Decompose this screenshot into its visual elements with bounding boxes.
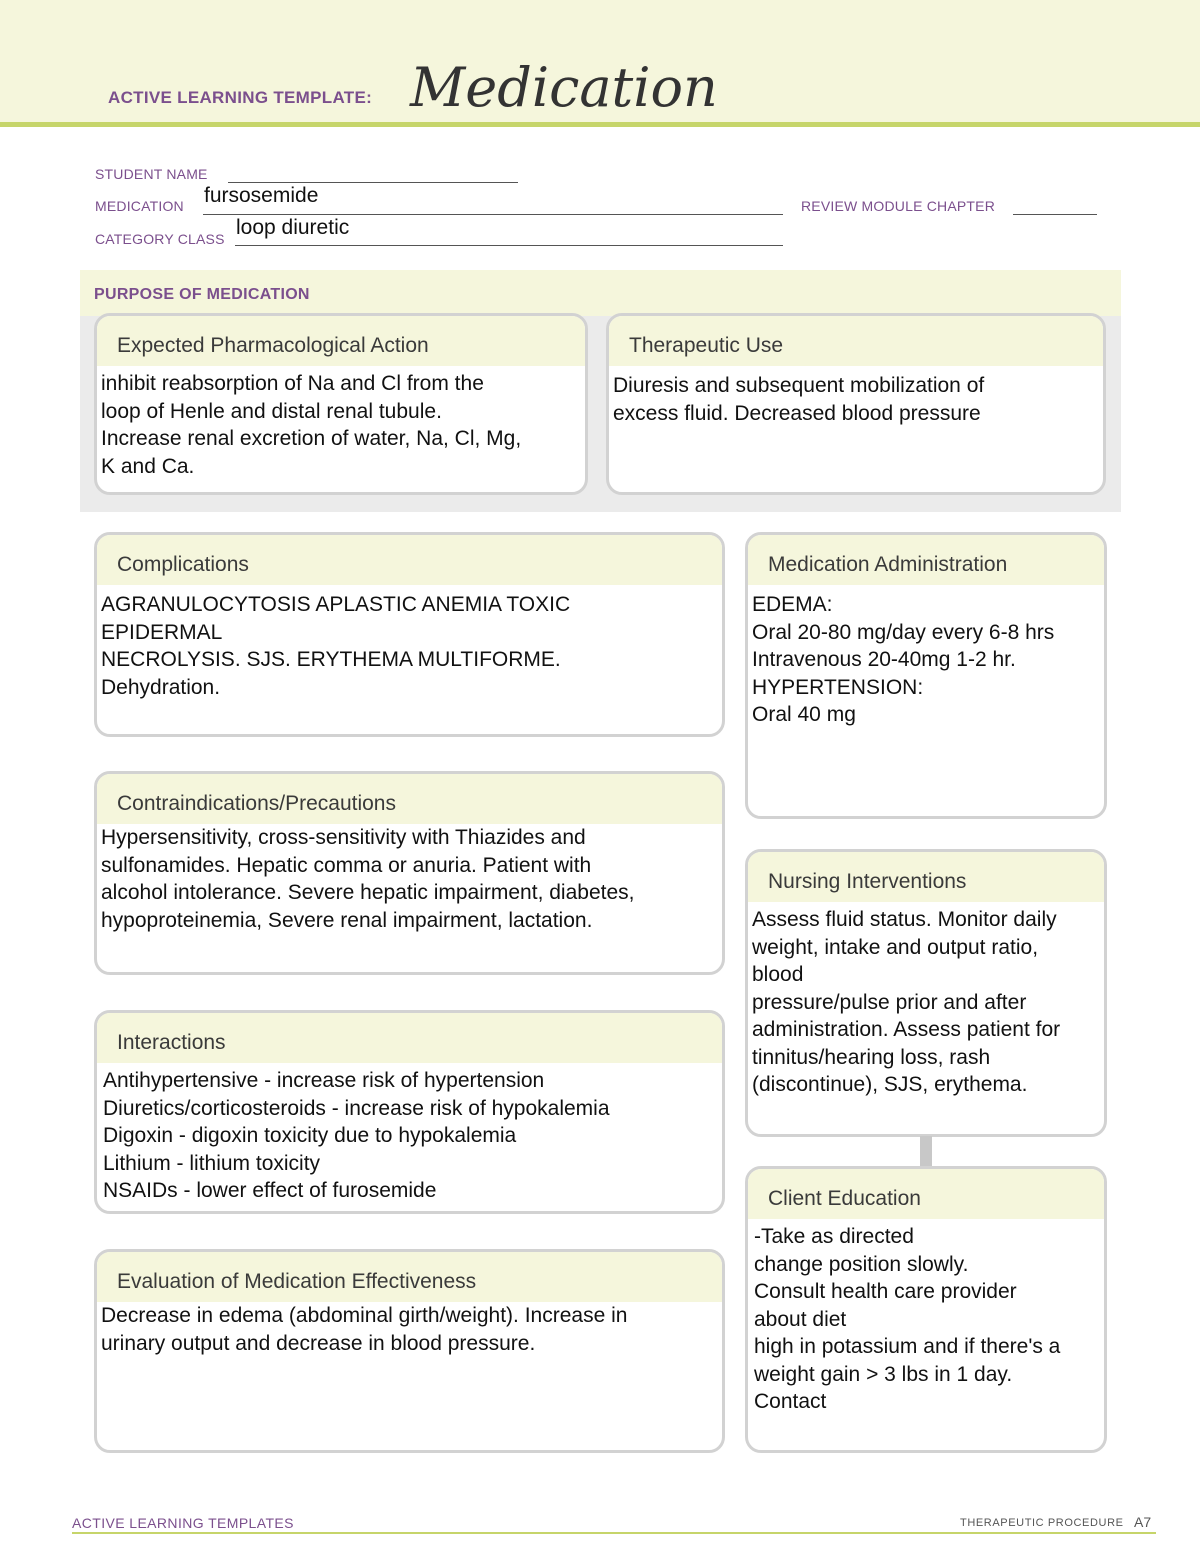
text-line: high in potassium and if there's a — [754, 1335, 1061, 1358]
text-line: Lithium - lithium toxicity — [103, 1151, 321, 1175]
text-line: hypoproteinemia, Severe renal impairment, lactation. — [101, 908, 593, 932]
text-line: EPIDERMAL — [101, 620, 223, 644]
complications-text[interactable] — [97, 585, 722, 701]
student-name-label: STUDENT NAME — [95, 166, 208, 182]
contraindications-title: Contraindications/Precautions — [97, 774, 722, 824]
header-divider — [0, 122, 1200, 127]
review-module-field[interactable] — [1013, 214, 1097, 215]
text-line: Diuretics/corticosteroids - increase risk of hypokalemia — [103, 1096, 610, 1120]
text-line: excess fluid. Decreased blood pressure — [613, 401, 981, 425]
text-line: Increase renal excretion of water, Na, Cl, Mg, — [101, 427, 522, 450]
nursing-interventions-box — [745, 849, 1107, 1137]
medication-value: fursosemide — [204, 184, 319, 207]
page-number: A7 — [1134, 1514, 1152, 1530]
category-class-field[interactable] — [235, 245, 783, 246]
evaluation-box — [94, 1249, 725, 1453]
text-line: Diuresis and subsequent mobilization of — [613, 374, 985, 397]
expected-action-box — [94, 313, 588, 495]
text-line: Contact — [754, 1390, 827, 1413]
text-line: K and Ca. — [101, 454, 195, 478]
text-line: NSAIDs - lower effect of furosemide — [103, 1179, 437, 1202]
evaluation-title: Evaluation of Medication Effectiveness — [97, 1252, 722, 1302]
purpose-label: PURPOSE OF MEDICATION — [94, 286, 310, 303]
text-line: inhibit reabsorption of Na and Cl from the — [101, 372, 484, 395]
text-line: administration. Assess patient for — [752, 1018, 1061, 1041]
footer-divider — [72, 1532, 1156, 1534]
text-line: NECROLYSIS. SJS. ERYTHEMA MULTIFORME. — [101, 648, 561, 671]
text-line: Intravenous 20-40mg 1-2 hr. — [752, 648, 1016, 671]
template-label: ACTIVE LEARNING TEMPLATE: — [108, 88, 373, 107]
text-line: about diet — [754, 1307, 847, 1331]
page-title: Medication — [410, 56, 718, 119]
text-line: Oral 20-80 mg/day every 6-8 hrs — [752, 620, 1055, 644]
text-line: Assess fluid status. Monitor daily — [752, 908, 1057, 931]
box-connector — [920, 1136, 932, 1166]
text-line: tinnitus/hearing loss, rash — [752, 1045, 991, 1069]
text-line: Hypersensitivity, cross-sensitivity with Thiazides and — [101, 826, 586, 849]
text-line: urinary output and decrease in blood pressure. — [101, 1331, 536, 1355]
interactions-box — [94, 1010, 725, 1214]
text-line: Antihypertensive - increase risk of hypertension — [103, 1069, 545, 1092]
complications-box — [94, 532, 725, 737]
text-line: (discontinue), SJS, erythema. — [752, 1073, 1028, 1096]
medication-administration-text[interactable] — [748, 585, 1104, 729]
text-line: HYPERTENSION: — [752, 675, 924, 699]
client-education-title: Client Education — [748, 1169, 1104, 1219]
text-line: alcohol intolerance. Severe hepatic impairment, diabetes, — [101, 881, 635, 904]
interactions-text[interactable] — [97, 1063, 722, 1205]
therapeutic-use-box — [606, 313, 1106, 495]
text-line: blood — [752, 963, 804, 986]
text-line: sulfonamides. Hepatic comma or anuria. Patient with — [101, 853, 592, 877]
student-name-field[interactable] — [228, 182, 518, 183]
client-education-text[interactable] — [748, 1219, 1104, 1416]
footer-section: THERAPEUTIC PROCEDURE — [960, 1517, 1124, 1529]
text-line: Consult health care provider — [754, 1280, 1017, 1303]
text-line: AGRANULOCYTOSIS APLASTIC ANEMIA TOXIC — [101, 593, 571, 616]
review-module-label: REVIEW MODULE CHAPTER — [801, 198, 995, 214]
text-line: weight, intake and output ratio, — [752, 935, 1039, 959]
footer-title: ACTIVE LEARNING TEMPLATES — [72, 1515, 294, 1531]
evaluation-text[interactable] — [97, 1302, 722, 1357]
complications-title: Complications — [97, 535, 722, 585]
expected-action-title: Expected Pharmacological Action — [97, 316, 585, 366]
contraindications-text[interactable] — [97, 824, 722, 934]
contraindications-box — [94, 771, 725, 975]
text-line: -Take as directed — [754, 1225, 914, 1248]
nursing-interventions-text[interactable] — [748, 902, 1104, 1099]
text-line: Digoxin - digoxin toxicity due to hypokalemia — [103, 1124, 517, 1147]
therapeutic-use-title: Therapeutic Use — [609, 316, 1103, 366]
text-line: EDEMA: — [752, 593, 833, 616]
text-line: Dehydration. — [101, 675, 221, 699]
text-line: pressure/pulse prior and after — [752, 990, 1027, 1014]
medication-administration-box — [745, 532, 1107, 819]
text-line: Decrease in edema (abdominal girth/weight). Increase in — [101, 1304, 628, 1327]
text-line: change position slowly. — [754, 1252, 969, 1276]
therapeutic-use-text[interactable] — [609, 366, 1103, 427]
text-line: weight gain > 3 lbs in 1 day. — [754, 1362, 1013, 1386]
expected-action-text[interactable] — [97, 366, 585, 480]
nursing-interventions-title: Nursing Interventions — [748, 852, 1104, 902]
text-line: Oral 40 mg — [752, 703, 856, 726]
text-line: loop of Henle and distal renal tubule. — [101, 399, 442, 423]
category-class-label: CATEGORY CLASS — [95, 231, 225, 247]
client-education-box — [745, 1166, 1107, 1453]
interactions-title: Interactions — [97, 1013, 722, 1063]
medication-administration-title: Medication Administration — [748, 535, 1104, 585]
category-class-value: loop diuretic — [236, 216, 350, 239]
medication-field[interactable] — [203, 214, 783, 215]
medication-label: MEDICATION — [95, 198, 184, 214]
